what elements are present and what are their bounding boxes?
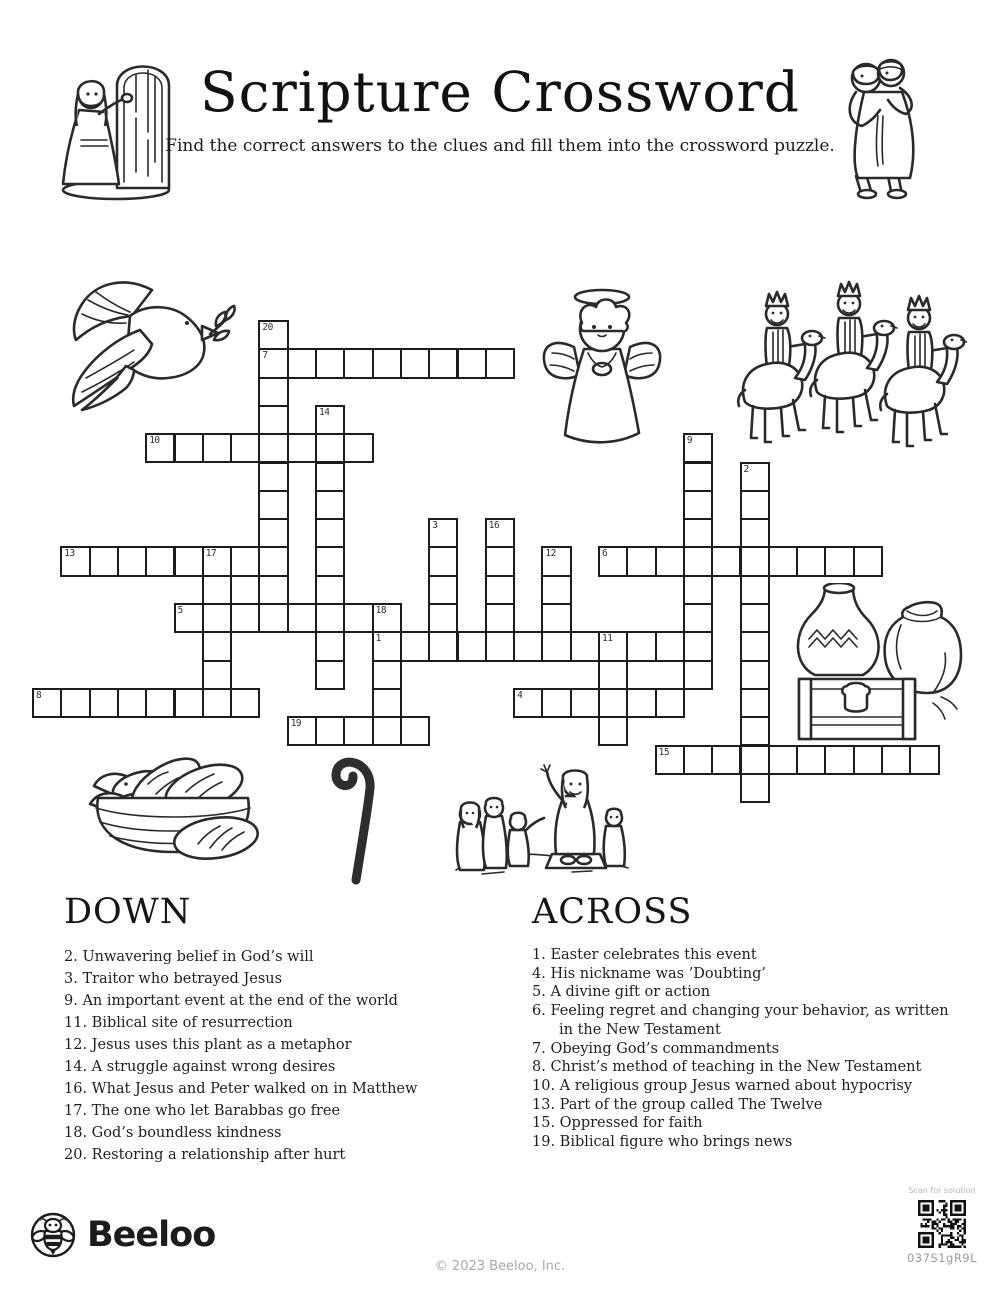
grid-cell[interactable] bbox=[740, 688, 770, 718]
grid-cell[interactable] bbox=[768, 546, 798, 576]
cell-number: 19 bbox=[290, 718, 302, 730]
grid-cell[interactable] bbox=[541, 603, 571, 633]
grid-cell[interactable] bbox=[683, 631, 713, 661]
grid-cell[interactable] bbox=[824, 546, 854, 576]
grid-cell[interactable] bbox=[343, 433, 373, 463]
grid-cell[interactable] bbox=[372, 348, 402, 378]
grid-cell[interactable] bbox=[740, 631, 770, 661]
grid-cell[interactable] bbox=[258, 546, 288, 576]
grid-cell[interactable] bbox=[258, 603, 288, 633]
clue-across-7: 7. Obeying God’s commandments bbox=[532, 1040, 780, 1057]
cell-number: 20 bbox=[262, 322, 273, 333]
grid-cell[interactable] bbox=[853, 546, 883, 576]
grid-cell[interactable] bbox=[683, 575, 713, 605]
cell-number: 16 bbox=[488, 520, 500, 532]
cell-number: 13 bbox=[64, 548, 75, 560]
grid-cell[interactable] bbox=[89, 546, 119, 576]
grid-cell[interactable] bbox=[740, 745, 770, 775]
grid-cell[interactable] bbox=[485, 603, 515, 633]
grid-cell[interactable] bbox=[32, 688, 62, 718]
dove-with-olive-branch-illustration bbox=[56, 274, 236, 447]
page-title: Scripture Crossword bbox=[199, 60, 801, 124]
grid-cell[interactable] bbox=[202, 631, 232, 661]
grid-cell[interactable] bbox=[683, 546, 713, 576]
clue-across-4: 4. His nickname was ’Doubting’ bbox=[532, 965, 766, 982]
cell-number: 15 bbox=[658, 746, 670, 758]
three-wise-men-on-camels-illustration bbox=[731, 276, 967, 452]
clue-across-8: 8. Christ’s method of teaching in the New Testament bbox=[532, 1059, 922, 1076]
angel-illustration bbox=[538, 283, 666, 451]
grid-cell[interactable] bbox=[740, 490, 770, 520]
grid-cell[interactable] bbox=[315, 575, 345, 605]
cell-number: 8 bbox=[36, 689, 42, 701]
grid-cell[interactable] bbox=[683, 433, 713, 463]
clue-down-2: 2. Unwavering belief in God’s will bbox=[64, 949, 314, 965]
grid-cell[interactable] bbox=[60, 546, 90, 576]
clue-across-13: 13. Part of the group called The Twelve bbox=[532, 1096, 823, 1113]
grid-cell[interactable] bbox=[145, 688, 175, 718]
grid-cell[interactable] bbox=[428, 575, 458, 605]
grid-cell[interactable] bbox=[287, 433, 317, 463]
grid-cell[interactable] bbox=[258, 433, 288, 463]
grid-cell[interactable] bbox=[315, 631, 345, 661]
cell-number: 10 bbox=[149, 435, 160, 447]
grid-cell[interactable] bbox=[457, 348, 487, 378]
clue-across-19: 19. Biblical figure who brings news bbox=[532, 1134, 793, 1151]
grid-cell[interactable] bbox=[541, 631, 571, 661]
cell-number: 11 bbox=[602, 633, 613, 645]
grid-cell[interactable] bbox=[711, 745, 741, 775]
grid-cell[interactable] bbox=[230, 688, 260, 718]
grid-cell[interactable] bbox=[174, 688, 204, 718]
clue-down-12: 12. Jesus uses this plant as a metaphor bbox=[64, 1037, 352, 1053]
grid-cell[interactable] bbox=[287, 603, 317, 633]
cell-number: 6 bbox=[602, 548, 608, 560]
grid-cell[interactable] bbox=[570, 688, 600, 718]
grid-cell[interactable] bbox=[315, 603, 345, 633]
cell-number: 5 bbox=[177, 605, 183, 616]
grid-cell[interactable] bbox=[343, 348, 373, 378]
qr-label: Scan for solution bbox=[908, 1186, 976, 1195]
grid-cell[interactable] bbox=[258, 518, 288, 548]
grid-cell[interactable] bbox=[343, 603, 373, 633]
grid-cell[interactable] bbox=[796, 546, 826, 576]
cell-number: 12 bbox=[545, 548, 556, 560]
grid-cell[interactable] bbox=[541, 688, 571, 718]
grid-cell[interactable] bbox=[315, 716, 345, 746]
clue-across-5: 5. A divine gift or action bbox=[532, 984, 711, 1001]
clue-across-15: 15. Oppressed for faith bbox=[532, 1115, 703, 1132]
grid-cell[interactable] bbox=[258, 405, 288, 435]
grid-cell[interactable] bbox=[598, 688, 628, 718]
embracing-figures-illustration bbox=[836, 46, 936, 201]
cell-number: 3 bbox=[432, 520, 438, 532]
cell-number: 17 bbox=[205, 548, 217, 560]
clue-across-1: 1. Easter celebrates this event bbox=[532, 947, 757, 963]
grid-cell[interactable] bbox=[372, 716, 402, 746]
down-clues-section bbox=[64, 892, 509, 1166]
shepherds-staff-illustration bbox=[326, 746, 398, 886]
clues-across-list bbox=[532, 946, 964, 1152]
qr-section bbox=[904, 1186, 980, 1265]
grid-cell[interactable] bbox=[598, 660, 628, 690]
grid-cell[interactable] bbox=[258, 377, 288, 407]
jesus-teaching-children-illustration bbox=[452, 760, 632, 880]
cell-number: 18 bbox=[375, 605, 387, 616]
grid-cell[interactable] bbox=[485, 348, 515, 378]
grid-cell[interactable] bbox=[796, 745, 826, 775]
grid-cell[interactable] bbox=[683, 518, 713, 548]
grid-cell[interactable] bbox=[626, 546, 656, 576]
grid-cell[interactable] bbox=[315, 405, 345, 435]
grid-cell[interactable] bbox=[372, 660, 402, 690]
grid-cell[interactable] bbox=[683, 745, 713, 775]
clue-down-16: 16. What Jesus and Peter walked on in Matthew bbox=[64, 1081, 418, 1097]
grid-cell[interactable] bbox=[230, 603, 260, 633]
grid-cell[interactable] bbox=[287, 348, 317, 378]
grid-cell[interactable] bbox=[202, 660, 232, 690]
treasure-chest-and-sacks-illustration bbox=[783, 583, 965, 747]
bee-logo-icon bbox=[30, 1212, 76, 1258]
cell-number: 14 bbox=[319, 406, 330, 418]
page-subtitle: Find the correct answers to the clues and fill them into the crossword puzzle. bbox=[165, 136, 835, 156]
grid-cell[interactable] bbox=[683, 462, 713, 492]
grid-cell[interactable] bbox=[258, 490, 288, 520]
grid-cell[interactable] bbox=[824, 745, 854, 775]
clue-down-3: 3. Traitor who betrayed Jesus bbox=[64, 971, 283, 987]
grid-cell[interactable] bbox=[881, 745, 911, 775]
grid-cell[interactable] bbox=[315, 462, 345, 492]
grid-cell[interactable] bbox=[853, 745, 883, 775]
clue-down-14: 14. A struggle against wrong desires bbox=[64, 1059, 336, 1075]
grid-cell[interactable] bbox=[598, 716, 628, 746]
grid-cell[interactable] bbox=[89, 688, 119, 718]
grid-cell[interactable] bbox=[372, 603, 402, 633]
grid-cell[interactable] bbox=[258, 348, 288, 378]
grid-cell[interactable] bbox=[655, 745, 685, 775]
grid-cell[interactable] bbox=[202, 546, 232, 576]
grid-cell[interactable] bbox=[683, 603, 713, 633]
grid-cell[interactable] bbox=[457, 631, 487, 661]
grid-cell[interactable] bbox=[372, 631, 402, 661]
grid-cell[interactable] bbox=[740, 546, 770, 576]
clue-across-10: 10. A religious group Jesus warned about hypocrisy bbox=[532, 1077, 913, 1094]
grid-cell[interactable] bbox=[598, 546, 628, 576]
grid-cell[interactable] bbox=[485, 546, 515, 576]
grid-cell[interactable] bbox=[740, 716, 770, 746]
grid-cell[interactable] bbox=[400, 348, 430, 378]
grid-cell[interactable] bbox=[513, 631, 543, 661]
cell-number: 4 bbox=[517, 689, 523, 701]
grid-cell[interactable] bbox=[740, 518, 770, 548]
clue-across-6: 6. Feeling regret and changing your behavior, as written in the New Testament bbox=[532, 1003, 949, 1038]
grid-cell[interactable] bbox=[400, 631, 430, 661]
down-heading: DOWN bbox=[64, 892, 192, 932]
brand-name: Beeloo bbox=[87, 1215, 216, 1255]
grid-cell[interactable] bbox=[485, 518, 515, 548]
grid-cell[interactable] bbox=[258, 320, 288, 350]
grid-cell[interactable] bbox=[655, 688, 685, 718]
across-heading: ACROSS bbox=[532, 892, 693, 932]
grid-cell[interactable] bbox=[626, 688, 656, 718]
grid-cell[interactable] bbox=[315, 660, 345, 690]
cell-number: 2 bbox=[743, 463, 749, 475]
grid-cell[interactable] bbox=[145, 546, 175, 576]
grid-cell[interactable] bbox=[315, 546, 345, 576]
grid-cell[interactable] bbox=[740, 660, 770, 690]
grid-cell[interactable] bbox=[598, 631, 628, 661]
grid-cell[interactable] bbox=[174, 546, 204, 576]
grid-cell[interactable] bbox=[202, 603, 232, 633]
grid-cell[interactable] bbox=[428, 348, 458, 378]
grid-cell[interactable] bbox=[485, 631, 515, 661]
basket-of-loaves-and-fish-illustration bbox=[86, 750, 268, 862]
grid-cell[interactable] bbox=[258, 462, 288, 492]
grid-cell[interactable] bbox=[740, 575, 770, 605]
clues-down-list bbox=[64, 946, 509, 1166]
grid-cell[interactable] bbox=[315, 518, 345, 548]
grid-cell[interactable] bbox=[485, 575, 515, 605]
grid-cell[interactable] bbox=[315, 348, 345, 378]
grid-cell[interactable] bbox=[117, 546, 147, 576]
grid-cell[interactable] bbox=[315, 490, 345, 520]
grid-cell[interactable] bbox=[230, 546, 260, 576]
grid-cell[interactable] bbox=[513, 688, 543, 718]
grid-cell[interactable] bbox=[343, 716, 373, 746]
grid-cell[interactable] bbox=[711, 546, 741, 576]
grid-cell[interactable] bbox=[258, 575, 288, 605]
grid-cell[interactable] bbox=[202, 688, 232, 718]
grid-cell[interactable] bbox=[202, 575, 232, 605]
qr-code bbox=[918, 1200, 966, 1248]
clue-down-20: 20. Restoring a relationship after hurt bbox=[64, 1147, 346, 1163]
grid-cell[interactable] bbox=[287, 716, 317, 746]
grid-cell[interactable] bbox=[117, 688, 147, 718]
clue-down-9: 9. An important event at the end of the world bbox=[64, 993, 398, 1009]
across-clues-section bbox=[532, 892, 964, 1152]
cell-number: 7 bbox=[262, 350, 268, 362]
grid-cell[interactable] bbox=[372, 688, 402, 718]
brand-logo bbox=[30, 1212, 215, 1258]
grid-cell[interactable] bbox=[400, 716, 430, 746]
grid-cell[interactable] bbox=[683, 660, 713, 690]
grid-cell[interactable] bbox=[428, 603, 458, 633]
grid-cell[interactable] bbox=[683, 490, 713, 520]
grid-cell[interactable] bbox=[768, 745, 798, 775]
grid-cell[interactable] bbox=[740, 603, 770, 633]
grid-cell[interactable] bbox=[740, 773, 770, 803]
cell-number: 1 bbox=[375, 633, 381, 645]
grid-cell[interactable] bbox=[315, 433, 345, 463]
qr-code-id: 037S1gR9L bbox=[906, 1251, 978, 1265]
grid-cell[interactable] bbox=[570, 631, 600, 661]
grid-cell[interactable] bbox=[174, 603, 204, 633]
grid-cell[interactable] bbox=[740, 462, 770, 492]
grid-cell[interactable] bbox=[428, 518, 458, 548]
grid-cell[interactable] bbox=[909, 745, 939, 775]
grid-cell[interactable] bbox=[541, 575, 571, 605]
grid-cell[interactable] bbox=[655, 631, 685, 661]
clue-down-17: 17. The one who let Barabbas go free bbox=[64, 1103, 341, 1119]
grid-cell[interactable] bbox=[541, 546, 571, 576]
cell-number: 9 bbox=[686, 435, 693, 447]
grid-cell[interactable] bbox=[626, 631, 656, 661]
clue-down-11: 11. Biblical site of resurrection bbox=[64, 1015, 293, 1031]
copyright-text: © 2023 Beeloo, Inc. bbox=[434, 1259, 566, 1274]
clue-down-18: 18. God’s boundless kindness bbox=[64, 1125, 282, 1141]
grid-cell[interactable] bbox=[428, 546, 458, 576]
grid-cell[interactable] bbox=[655, 546, 685, 576]
grid-cell[interactable] bbox=[428, 631, 458, 661]
grid-cell[interactable] bbox=[60, 688, 90, 718]
